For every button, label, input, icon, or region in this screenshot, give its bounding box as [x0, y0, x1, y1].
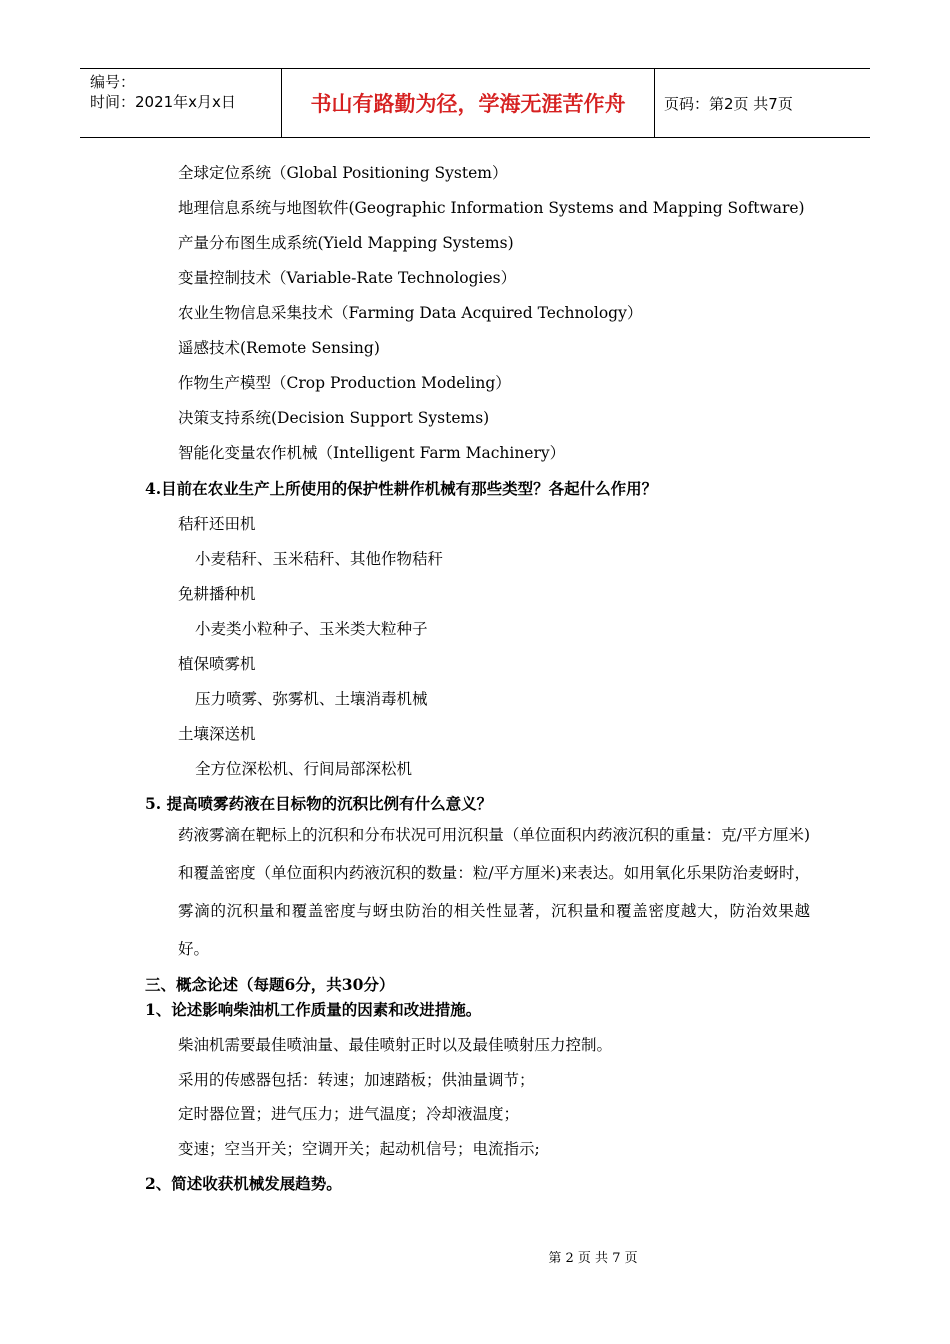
- question-5-answer: 药液雾滴在靶标上的沉积和分布状况可用沉积量（单位面积内药液沉积的重量：克/平方厘米)和覆盖密度（单位面积内药液沉积的数量：粒/平方厘米)来表达。如用氧化乐果防治麦蚜时，雾滴的沉积量和覆盖密度与蚜虫防治的相关性显著，沉积量和覆盖密度越大，防治效果越好。: [178, 826, 810, 958]
- answer-line: 采用的传感器包括：转速；加速踏板；供油量调节；: [178, 1071, 535, 1089]
- list-item: 全球定位系统（Global Positioning System）: [178, 164, 508, 182]
- list-item: 农业生物信息采集技术（Farming Data Acquired Technology）: [178, 304, 643, 322]
- list-item: 智能化变量农作机械（Intelligent Farm Machinery）: [178, 444, 566, 462]
- machine-type: 植保喷雾机: [178, 655, 256, 673]
- list-item: 变量控制技术（Variable-Rate Technologies）: [178, 269, 517, 287]
- header-page-label: 页码：第2页 共7页: [664, 94, 793, 113]
- footer-page-number: 第 2 页 共 7 页: [548, 1251, 638, 1266]
- machine-detail: 小麦类小粒种子、玉米类大粒种子: [195, 620, 428, 638]
- machine-detail: 小麦秸秆、玉米秸秆、其他作物秸秆: [195, 550, 444, 568]
- header-meta: [90, 72, 236, 112]
- page-footer: [0, 1247, 950, 1266]
- document-time-label: 时间：2021年x月x日: [90, 93, 236, 111]
- machine-type: 免耕播种机: [178, 585, 256, 603]
- header-divider: [654, 69, 655, 137]
- answer-line: 定时器位置；进气压力；进气温度；冷却液温度；: [178, 1105, 520, 1123]
- machine-detail: 压力喷雾、弥雾机、土壤消毒机械: [195, 690, 428, 708]
- header-motto: 书山有路勤为径，学海无涯苦作舟: [310, 92, 626, 116]
- section-3-question-1-title: 1、论述影响柴油机工作质量的因素和改进措施。: [145, 1000, 482, 1019]
- list-item: 地理信息系统与地图软件(Geographic Information Systems and Mapping Software): [178, 199, 805, 217]
- answer-line: 柴油机需要最佳喷油量、最佳喷射正时以及最佳喷射压力控制。: [178, 1036, 613, 1054]
- machine-type: 秸秆还田机: [178, 515, 256, 533]
- page-header: [80, 68, 870, 138]
- section-3-title: 三、概念论述（每题6分，共30分）: [145, 975, 395, 994]
- list-item: 决策支持系统(Decision Support Systems): [178, 409, 490, 427]
- list-item: 作物生产模型（Crop Production Modeling）: [178, 374, 511, 392]
- section-3-question-2-title: 2、简述收获机械发展趋势。: [145, 1174, 342, 1193]
- machine-type: 土壤深送机: [178, 725, 256, 743]
- question-5-title: 5. 提高喷雾药液在目标物的沉积比例有什么意义？: [145, 794, 493, 813]
- document-number-label: 编号：: [90, 73, 136, 91]
- question-4-title: 4.目前在农业生产上所使用的保护性耕作机械有那些类型？各起什么作用？: [145, 479, 658, 498]
- machine-detail: 全方位深松机、行间局部深松机: [195, 760, 413, 778]
- answer-line: 变速；空当开关；空调开关；起动机信号；电流指示;: [178, 1140, 540, 1158]
- list-item: 遥感技术(Remote Sensing): [178, 339, 380, 357]
- list-item: 产量分布图生成系统(Yield Mapping Systems): [178, 234, 514, 252]
